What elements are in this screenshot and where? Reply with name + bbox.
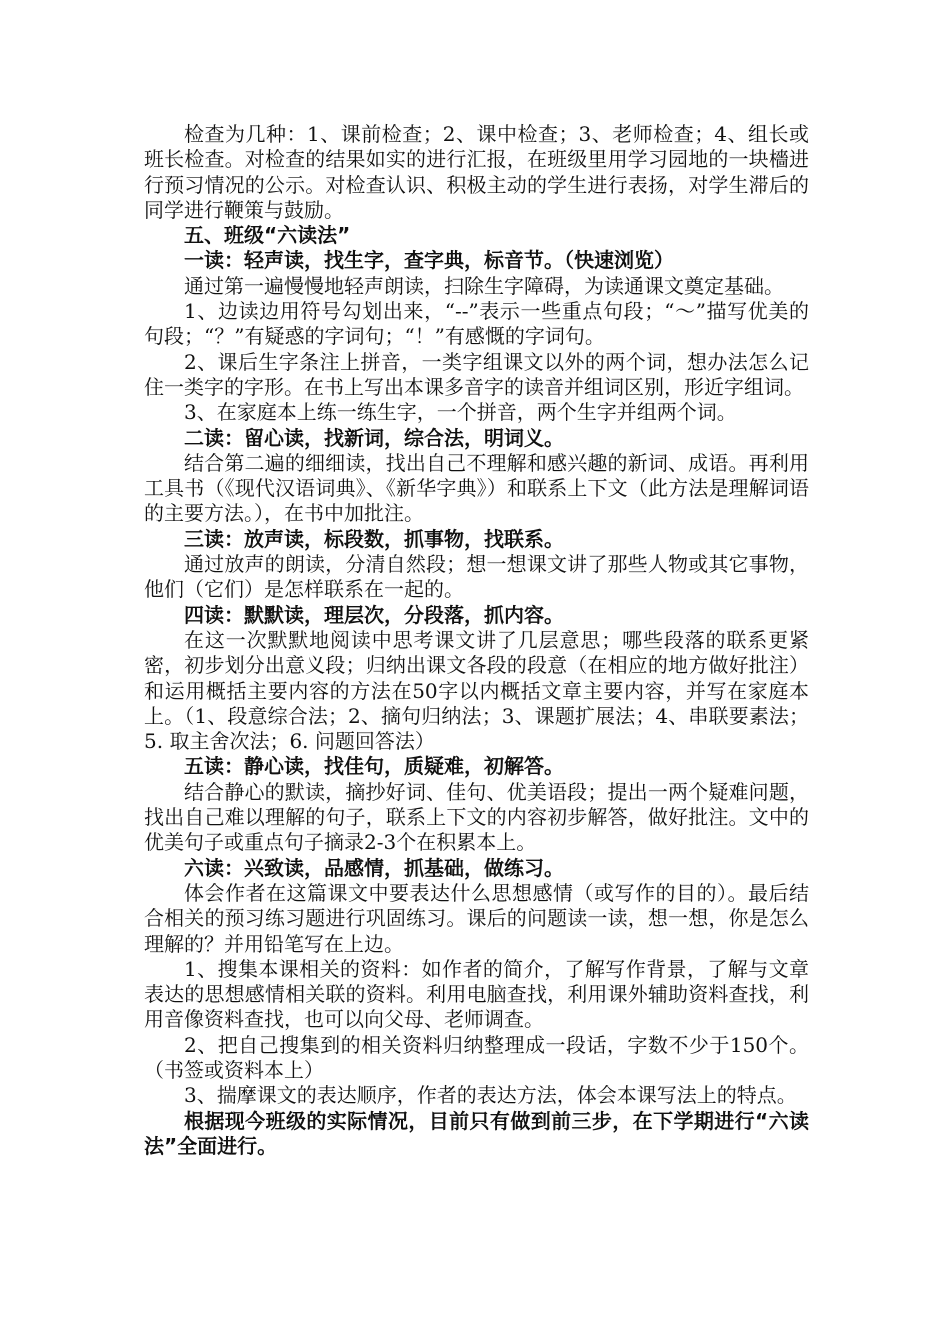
heading-fifth-reading: 五读：静心读，找佳句，质疑难，初解答。: [184, 754, 564, 779]
heading-sixth-reading: 六读：兴致读，品感情，抓基础，做练习。: [184, 855, 564, 880]
paragraph-first-reading-item-1: 1、边读边用符号勾划出来，“--”表示一些重点句段；“～”描写优美的句段；“？”有疑惑的字词句；“！”有感慨的字词句。: [144, 299, 809, 349]
paragraph-check-types: 检查为几种：1、课前检查；2、课中检查；3、老师检查；4、组长或班长检查。对检查的结果如实的进行汇报，在班级里用学习园地的一块檣进行预习情况的公示。对检查认识、积极主动的学生进行表扬，对学生滞后的同学进行鞭策与鼓励。: [144, 122, 809, 222]
heading-first-reading: 一读：轻声读，找生字，查字典，标音节。（快速浏览）: [184, 248, 674, 273]
paragraph-conclusion: 根据现今班级的实际情况，目前只有做到前三步，在下学期进行“六读法”全面进行。: [144, 1108, 809, 1158]
paragraph-fourth-reading: 在这一次默默地阅读中思考课文讲了几层意思；哪些段落的联系更紧密，初步划分出意义段；归纳出课文各段的段意（在相应的地方做好批注）和运用概括主要内容的方法在50字以内概括文章主要内容，并写在家庭本上。（1、段意综合法；2、摘句归纳法；3、课题扩展法；4、串联要素法；5. 取主舍次法；6. 问题回答法）: [144, 627, 809, 754]
paragraph-first-reading-item-3: 3、在家庭本上练一练生字，一个拼音，两个生字并组两个词。: [184, 400, 737, 425]
heading-six-reading-method: 五、班级“六读法”: [184, 223, 351, 248]
paragraph-third-reading: 通过放声的朗读，分清自然段；想一想课文讲了那些人物或其它事物，他们（它们）是怎样联系在一起的。: [144, 552, 809, 602]
paragraph-sixth-reading-intro: 体会作者在这篇课文中要表达什么思想感情（或写作的目的）。最后结合相关的预习练习题进行巩固练习。课后的问题读一读，想一想，你是怎么理解的？并用铅笔写在上边。: [144, 880, 809, 956]
document-body: [144, 122, 809, 1159]
paragraph-sixth-reading-item-3: 3、揣摩课文的表达顺序，作者的表达方法，体会本课写法上的特点。: [184, 1083, 797, 1108]
paragraph-sixth-reading-item-1: 1、搜集本课相关的资料：如作者的简介，了解写作背景，了解与文章表达的思想感情相关联的资料。利用电脑查找，利用课外辅助资料查找，利用音像资料查找，也可以向父母、老师调查。: [144, 956, 809, 1032]
paragraph-first-reading-item-2: 2、课后生字条注上拼音，一类字组课文以外的两个词，想办法怎么记住一类字的字形。在书上写出本课多音字的读音并组词区别，形近字组词。: [144, 349, 809, 399]
paragraph-sixth-reading-item-2: 2、把自己搜集到的相关资料归纳整理成一段话，字数不少于150个。（书签或资料本上）: [144, 1032, 809, 1082]
paragraph-first-reading-intro: 通过第一遍慢慢地轻声朗读，扫除生字障碍，为读通课文奠定基础。: [184, 273, 784, 298]
heading-second-reading: 二读：留心读，找新词，综合法，明词义。: [184, 425, 564, 450]
paragraph-fifth-reading: 结合静心的默读，摘抄好词、佳句、优美语段；提出一两个疑难问题，找出自己难以理解的句子，联系上下文的内容初步解答，做好批注。文中的优美句子或重点句子摘录2-3个在积累本上。: [144, 779, 809, 855]
heading-third-reading: 三读：放声读，标段数，抓事物，找联系。: [184, 526, 564, 551]
heading-fourth-reading: 四读：默默读，理层次，分段落，抓内容。: [184, 602, 564, 627]
paragraph-second-reading: 结合第二遍的细细读，找出自己不理解和感兴趣的新词、成语。再利用工具书（《现代汉语词典》、《新华字典》）和联系上下文（此方法是理解词语的主要方法。），在书中加批注。: [144, 450, 809, 526]
